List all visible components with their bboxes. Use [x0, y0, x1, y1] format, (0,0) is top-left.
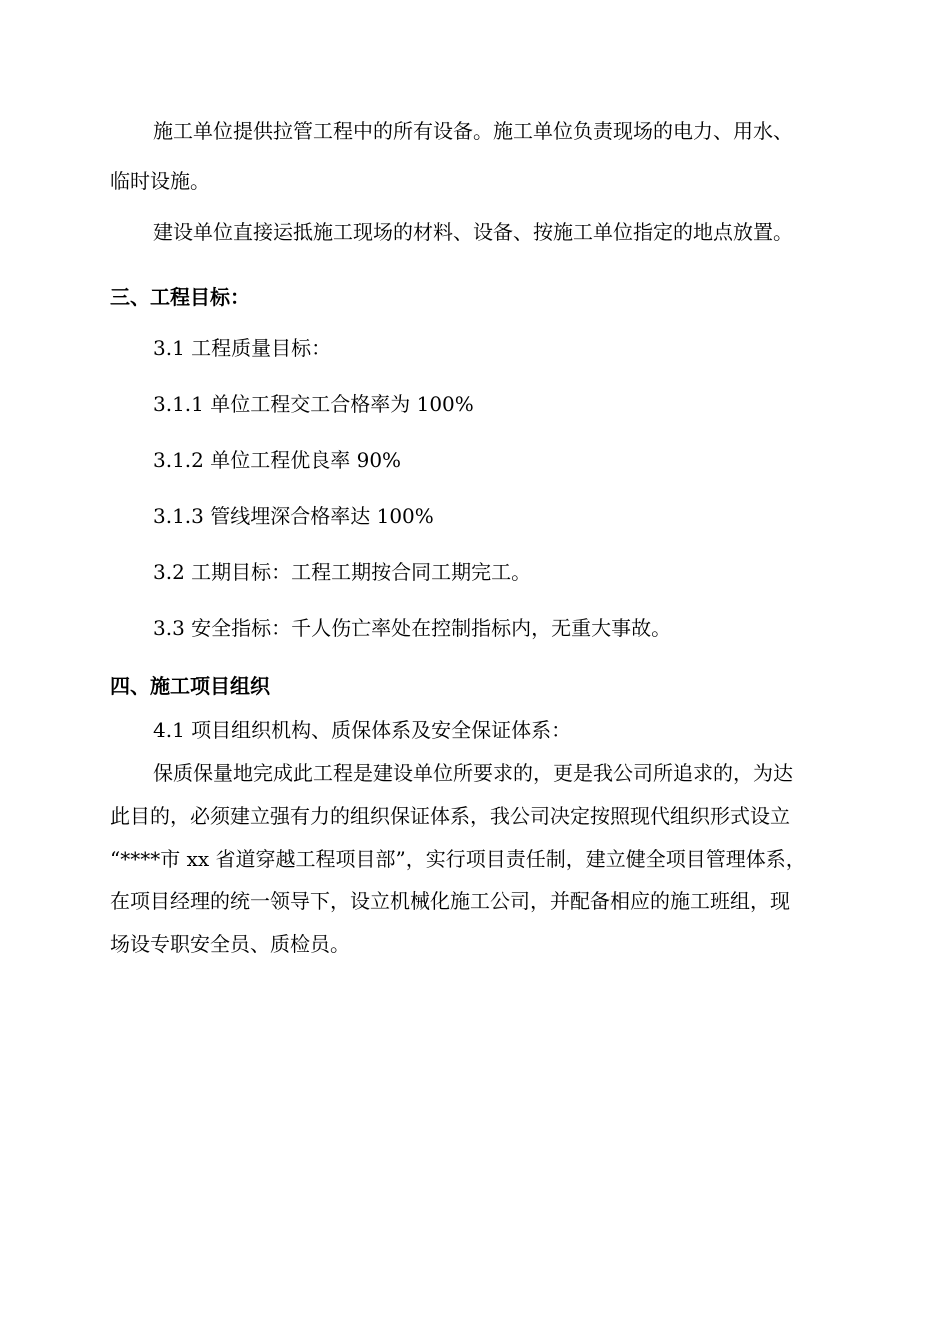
section-4-paragraph-line-4: 在项目经理的统一领导下，设立机械化施工公司，并配备相应的施工班组，现	[110, 889, 790, 913]
paragraph-1-line-1: 施工单位提供拉管工程中的所有设备。施工单位负责现场的电力、用水、	[153, 119, 793, 143]
item-4-1: 4.1 项目组织机构、质保体系及安全保证体系：	[153, 718, 572, 742]
item-3-1: 3.1 工程质量目标：	[153, 336, 332, 360]
item-3-1-1: 3.1.1 单位工程交工合格率为 100%	[153, 392, 474, 416]
item-3-2: 3.2 工期目标：工程工期按合同工期完工。	[153, 560, 532, 584]
section-4-paragraph-line-2: 此目的，必须建立强有力的组织保证体系，我公司决定按照现代组织形式设立	[110, 804, 790, 828]
section-4-paragraph-line-5: 场设专职安全员、质检员。	[110, 932, 350, 956]
section-4-paragraph-line-1: 保质保量地完成此工程是建设单位所要求的，更是我公司所追求的，为达	[153, 761, 793, 785]
paragraph-1-line-2: 临时设施。	[110, 169, 210, 193]
item-3-3: 3.3 安全指标：千人伤亡率处在控制指标内，无重大事故。	[153, 616, 672, 640]
paragraph-2: 建设单位直接运抵施工现场的材料、设备、按施工单位指定的地点放置。	[153, 220, 793, 244]
item-3-1-2: 3.1.2 单位工程优良率 90%	[153, 448, 402, 472]
section-3-heading: 三、工程目标：	[110, 285, 250, 309]
section-4-heading: 四、施工项目组织	[110, 674, 270, 698]
item-3-1-3: 3.1.3 管线埋深合格率达 100%	[153, 504, 434, 528]
section-4-paragraph-line-3: “****市 xx 省道穿越工程项目部”，实行项目责任制，建立健全项目管理体系，	[110, 847, 806, 871]
